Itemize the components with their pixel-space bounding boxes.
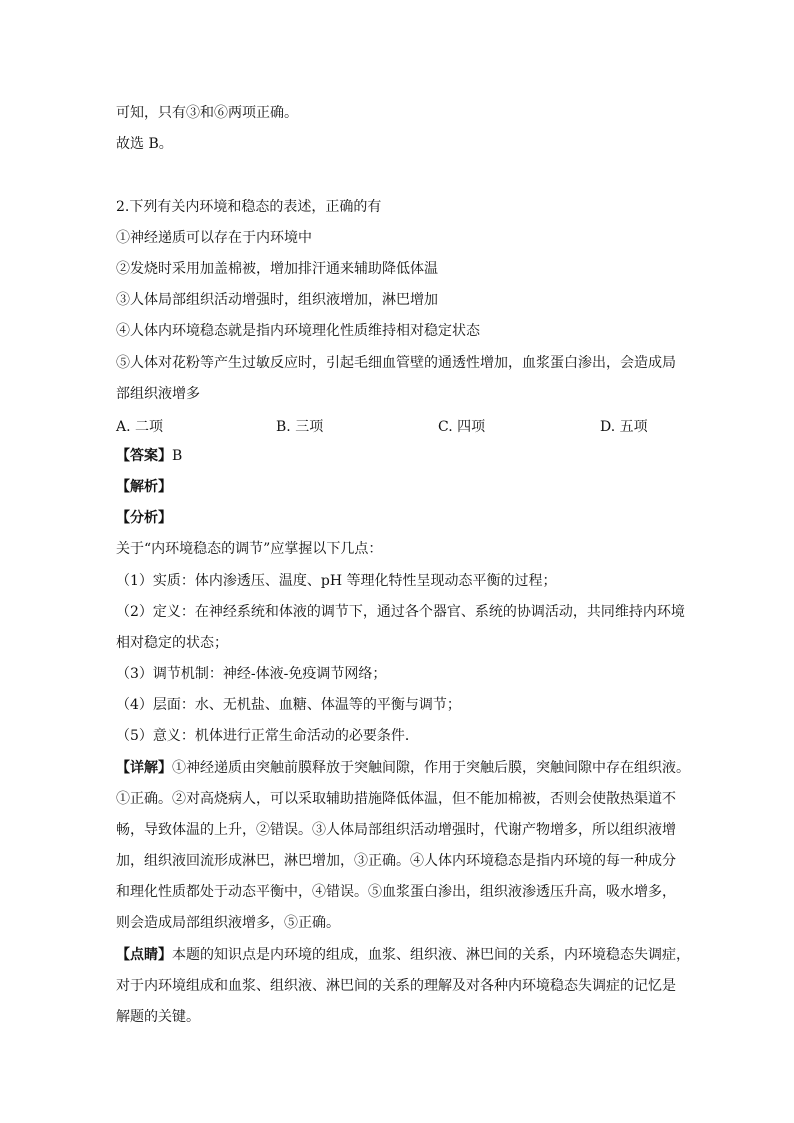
question-item-1: ①神经递质可以存在于内环境中 <box>116 230 312 246</box>
option-a: A. 二项 <box>116 419 164 435</box>
fenxi-line-3: （2）定义：在神经系统和体液的调节下，通过各个器官、系统的协调活动，共同维持内环境 <box>116 604 685 620</box>
detail-line-6: 则会造成局部组织液增多，⑤正确。 <box>116 915 340 931</box>
detail-line-3: 畅，导致体温的上升，②错误。③人体局部组织活动增强时，代谢产物增多，所以组织液增 <box>116 822 676 838</box>
fenxi-line-4: 相对稳定的状态； <box>116 635 228 651</box>
fenxi-line-6: （4）层面：水、无机盐、血糖、体温等的平衡与调节； <box>116 697 461 713</box>
detail-first-text: ①神经递质由突触前膜释放于突触间隙，作用于突触后膜，突触间隙中存在组织液。 <box>172 760 690 776</box>
detail-line-2: ①正确。②对高烧病人，可以采取辅助措施降低体温，但不能加棉被，否则会使散热渠道不 <box>116 791 676 807</box>
detail-label: 【详解】 <box>116 760 172 776</box>
answer-line <box>116 447 182 465</box>
fenxi-line-1: 关于“内环境稳态的调节”应掌握以下几点： <box>116 541 383 557</box>
dianjing-first-text: 本题的知识点是内环境的组成，血浆、组织液、淋巴间的关系，内环境稳态失调症， <box>172 947 690 963</box>
question-item-5: ⑤人体对花粉等产生过敏反应时，引起毛细血管壁的通透性增加，血浆蛋白渗出，会造成局 <box>116 355 676 371</box>
option-b: B. 三项 <box>276 419 324 435</box>
fenxi-line-7: （5）意义：机体进行正常生命活动的必要条件． <box>116 728 419 744</box>
question-stem: 2.下列有关内环境和稳态的表述，正确的有 <box>116 199 382 215</box>
dianjing-label: 【点睛】 <box>116 947 172 963</box>
question-item-2: ②发烧时采用加盖棉被，增加排汗通来辅助降低体温 <box>116 261 438 277</box>
option-c: C. 四项 <box>438 419 486 435</box>
dianjing-first-line <box>116 946 690 964</box>
answer-label: 【答案】 <box>116 448 172 464</box>
question-item-3: ③人体局部组织活动增强时，组织液增加，淋巴增加 <box>116 292 438 308</box>
fenxi-heading: 【分析】 <box>116 510 172 526</box>
dianjing-line-3: 解题的关键。 <box>116 1009 200 1025</box>
intro-line-1: 可知，只有③和⑥两项正确。 <box>116 105 298 121</box>
question-item-5-cont: 部组织液增多 <box>116 386 200 402</box>
detail-first-line <box>116 759 690 777</box>
detail-line-4: 加，组织液回流形成淋巴，淋巴增加，③正确。④人体内环境稳态是指内环境的每一种成分 <box>116 853 676 869</box>
intro-line-2: 故选 B。 <box>116 136 173 152</box>
answer-options <box>116 416 676 434</box>
fenxi-line-2: （1）实质：体内渗透压、温度、pH 等理化特性呈现动态平衡的过程； <box>116 573 557 589</box>
option-d: D. 五项 <box>600 419 648 435</box>
question-item-4: ④人体内环境稳态就是指内环境理化性质维持相对稳定状态 <box>116 323 480 339</box>
fenxi-line-5: （3）调节机制：神经-体液-免疫调节网络； <box>116 666 387 682</box>
dianjing-line-2: 对于内环境组成和血浆、组织液、淋巴间的关系的理解及对各种内环境稳态失调症的记忆是 <box>116 978 676 994</box>
analysis-heading: 【解析】 <box>116 479 172 495</box>
detail-line-5: 和理化性质都处于动态平衡中，④错误。⑤血浆蛋白渗出，组织液渗透压升高，吸水增多， <box>116 884 676 900</box>
answer-value: B <box>172 448 183 464</box>
